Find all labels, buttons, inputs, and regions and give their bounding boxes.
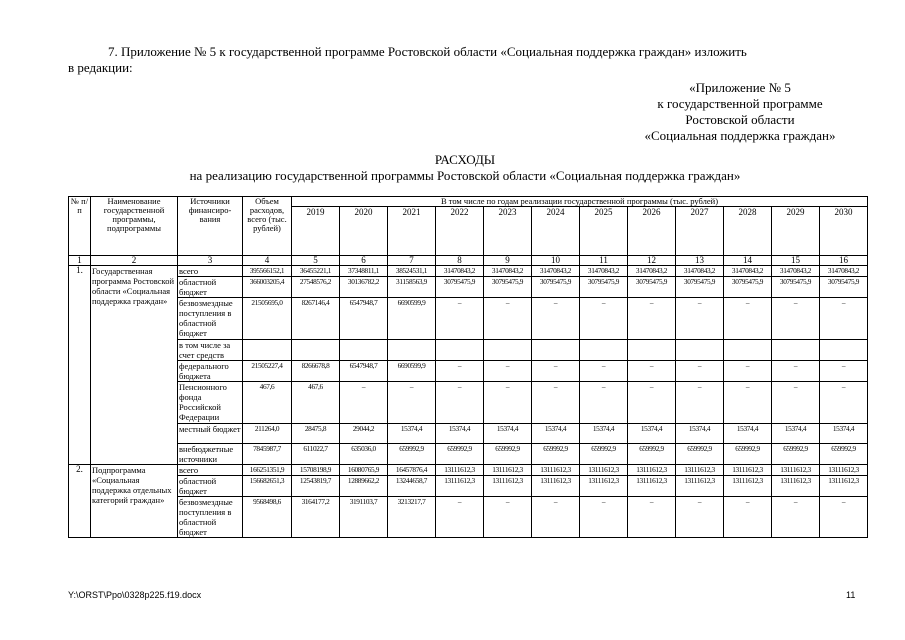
intro-line-2: в редакции:	[68, 60, 133, 75]
year-value: 15374,4	[388, 424, 436, 444]
funding-source: всего	[178, 266, 243, 277]
year-value: 6690599,9	[388, 298, 436, 340]
total-value: 21505695,0	[243, 298, 292, 340]
year-value: 27548576,2	[292, 277, 340, 298]
year-value: 28475,8	[292, 424, 340, 444]
title-main: РАСХОДЫ	[434, 152, 496, 167]
header-total: Объем расходов, всего (тыс. рублей)	[243, 197, 292, 256]
total-value: 467,6	[243, 382, 292, 424]
year-value: 36455221,1	[292, 266, 340, 277]
column-number: 4	[243, 256, 292, 266]
year-value: –	[724, 298, 772, 340]
appendix-line-3: Ростовской области	[685, 112, 795, 127]
year-value: –	[820, 382, 868, 424]
year-value: 13111612,3	[484, 465, 532, 476]
year-value: –	[532, 298, 580, 340]
year-value: 15374,4	[628, 424, 676, 444]
row-number: 2.	[69, 465, 91, 538]
year-value: –	[628, 497, 676, 538]
year-value: 659992,9	[724, 444, 772, 465]
year-value: –	[436, 361, 484, 382]
year-value: 31470843,2	[484, 266, 532, 277]
year-value: 6547948,7	[340, 361, 388, 382]
table-row	[69, 298, 868, 340]
appendix-line-2: к государственной программе	[657, 96, 823, 111]
year-value: 13111612,3	[724, 476, 772, 497]
column-number: 11	[580, 256, 628, 266]
year-value: 30795475,9	[724, 277, 772, 298]
year-value: –	[772, 382, 820, 424]
funding-source: областной бюджет	[178, 476, 243, 497]
year-value: 659992,9	[388, 444, 436, 465]
year-value: –	[580, 497, 628, 538]
header-year: 2021	[388, 207, 436, 256]
year-value: –	[628, 298, 676, 340]
year-value: 30795475,9	[484, 277, 532, 298]
column-number: 10	[532, 256, 580, 266]
year-value: 13111612,3	[628, 476, 676, 497]
year-value: 30795475,9	[628, 277, 676, 298]
year-value: 13111612,3	[580, 465, 628, 476]
year-value: 13244658,7	[388, 476, 436, 497]
column-number: 6	[340, 256, 388, 266]
year-value: –	[484, 497, 532, 538]
funding-source: областной бюджет	[178, 277, 243, 298]
total-value: 395566152,1	[243, 266, 292, 277]
program-name: Подпрограмма «Социальная поддержка отдельных категорий граждан»	[91, 465, 178, 538]
table-row	[69, 382, 868, 424]
column-number: 9	[484, 256, 532, 266]
year-value	[388, 340, 436, 361]
appendix-header	[610, 80, 870, 144]
column-number: 15	[772, 256, 820, 266]
year-value: 13111612,3	[580, 476, 628, 497]
year-value: 13111612,3	[772, 465, 820, 476]
year-value: 30795475,9	[436, 277, 484, 298]
appendix-line-1: «Приложение № 5	[689, 80, 791, 95]
total-value: 366003205,4	[243, 277, 292, 298]
year-value: –	[580, 382, 628, 424]
year-value: 13111612,3	[676, 476, 724, 497]
year-value: 30795475,9	[676, 277, 724, 298]
year-value: –	[676, 382, 724, 424]
year-value: –	[580, 361, 628, 382]
funding-source: в том числе за счет средств	[178, 340, 243, 361]
header-years-group: В том числе по годам реализации государственной программы (тыс. рублей)	[292, 197, 868, 207]
year-value: –	[340, 382, 388, 424]
year-value: –	[772, 298, 820, 340]
header-year: 2027	[676, 207, 724, 256]
expenses-table	[68, 196, 868, 538]
year-value: 15374,4	[436, 424, 484, 444]
year-value: 15374,4	[820, 424, 868, 444]
header-source: Источники финансиро-вания	[178, 197, 243, 256]
year-value	[772, 340, 820, 361]
year-value: 31470843,2	[772, 266, 820, 277]
year-value: –	[820, 497, 868, 538]
year-value: 16457876,4	[388, 465, 436, 476]
total-value: 21505227,4	[243, 361, 292, 382]
table-row	[69, 424, 868, 444]
column-number: 14	[724, 256, 772, 266]
year-value: 8266678,8	[292, 361, 340, 382]
year-value: 8267146,4	[292, 298, 340, 340]
year-value: 13111612,3	[436, 465, 484, 476]
year-value: 29044,2	[340, 424, 388, 444]
year-value: –	[580, 298, 628, 340]
column-number: 7	[388, 256, 436, 266]
year-value: –	[532, 382, 580, 424]
year-value: –	[484, 361, 532, 382]
header-year: 2022	[436, 207, 484, 256]
header-year: 2028	[724, 207, 772, 256]
intro-paragraph	[68, 44, 858, 76]
year-value: 13111612,3	[820, 465, 868, 476]
header-year: 2029	[772, 207, 820, 256]
header-year: 2020	[340, 207, 388, 256]
year-value: 31470843,2	[676, 266, 724, 277]
table-row	[69, 465, 868, 476]
column-number: 13	[676, 256, 724, 266]
year-value: 611022,7	[292, 444, 340, 465]
year-value: 13111612,3	[532, 465, 580, 476]
year-value	[532, 340, 580, 361]
column-number: 16	[820, 256, 868, 266]
title-sub: на реализацию государственной программы Ростовской области «Социальная поддержка граждан»	[189, 168, 741, 183]
year-value: 3164177,2	[292, 497, 340, 538]
intro-line-1: 7. Приложение № 5 к государственной программе Ростовской области «Социальная поддержка граждан» изложить	[108, 44, 747, 59]
year-value	[436, 340, 484, 361]
year-value: 15374,4	[580, 424, 628, 444]
year-value: 31470843,2	[724, 266, 772, 277]
table-row	[69, 476, 868, 497]
year-value: 13111612,3	[676, 465, 724, 476]
year-value	[580, 340, 628, 361]
header-year: 2026	[628, 207, 676, 256]
funding-source: безвозмездные поступления в областной бюджет	[178, 298, 243, 340]
year-value: 13111612,3	[820, 476, 868, 497]
header-year: 2030	[820, 207, 868, 256]
year-value	[340, 340, 388, 361]
year-value: –	[484, 298, 532, 340]
header-year: 2023	[484, 207, 532, 256]
year-value: –	[724, 361, 772, 382]
year-value: 3213217,7	[388, 497, 436, 538]
year-value: 13111612,3	[436, 476, 484, 497]
year-value	[820, 340, 868, 361]
year-value: –	[436, 382, 484, 424]
year-value: 659992,9	[580, 444, 628, 465]
funding-source: внебюджетные источники	[178, 444, 243, 465]
table-row	[69, 444, 868, 465]
year-value: 38524531,1	[388, 266, 436, 277]
funding-source: Пенсионного фонда Российской Федерации	[178, 382, 243, 424]
year-value	[628, 340, 676, 361]
year-value: 13111612,3	[724, 465, 772, 476]
total-value: 9568498,6	[243, 497, 292, 538]
year-value: 15374,4	[724, 424, 772, 444]
year-value: –	[676, 497, 724, 538]
year-value: 13111612,3	[772, 476, 820, 497]
year-value: 31470843,2	[820, 266, 868, 277]
year-value: 659992,9	[676, 444, 724, 465]
year-value: –	[628, 361, 676, 382]
footer-file-path: Y:\ORST\Ppo\0328p225.f19.docx	[68, 590, 202, 600]
column-number: 3	[178, 256, 243, 266]
year-value: –	[820, 361, 868, 382]
year-value: 659992,9	[820, 444, 868, 465]
table-row	[69, 497, 868, 538]
year-value: –	[532, 497, 580, 538]
year-value: 635036,0	[340, 444, 388, 465]
year-value: –	[772, 497, 820, 538]
year-value: 30795475,9	[772, 277, 820, 298]
header-year: 2019	[292, 207, 340, 256]
year-value: 15374,4	[772, 424, 820, 444]
year-value: 467,6	[292, 382, 340, 424]
year-value: –	[724, 382, 772, 424]
year-value: 31158563,9	[388, 277, 436, 298]
year-value: 31470843,2	[580, 266, 628, 277]
column-number: 2	[91, 256, 178, 266]
table-row	[69, 361, 868, 382]
year-value: 31470843,2	[628, 266, 676, 277]
header-name: Наименование государственной программы, подпрограммы	[91, 197, 178, 256]
funding-source: федерального бюджета	[178, 361, 243, 382]
year-value: –	[772, 361, 820, 382]
table-row	[69, 277, 868, 298]
program-name: Государственная программа Ростовской области «Социальная поддержка граждан»	[91, 266, 178, 465]
year-value: 12889662,2	[340, 476, 388, 497]
year-value: 15374,4	[532, 424, 580, 444]
year-value: 659992,9	[532, 444, 580, 465]
funding-source: безвозмездные поступления в областной бюджет	[178, 497, 243, 538]
year-value: 6547948,7	[340, 298, 388, 340]
year-value: 37348811,1	[340, 266, 388, 277]
year-value: –	[724, 497, 772, 538]
year-value: 31470843,2	[532, 266, 580, 277]
header-year: 2025	[580, 207, 628, 256]
year-value: 30795475,9	[532, 277, 580, 298]
year-value: –	[388, 382, 436, 424]
row-number: 1.	[69, 266, 91, 465]
year-value: –	[436, 298, 484, 340]
header-num: № п/п	[69, 197, 91, 256]
year-value: 13111612,3	[532, 476, 580, 497]
year-value: 16080765,9	[340, 465, 388, 476]
column-number: 12	[628, 256, 676, 266]
document-title	[60, 152, 870, 184]
footer-page-number: 11	[846, 590, 856, 600]
year-value: –	[484, 382, 532, 424]
year-value: –	[676, 361, 724, 382]
year-value: 30795475,9	[820, 277, 868, 298]
year-value: –	[532, 361, 580, 382]
total-value: 7845987,7	[243, 444, 292, 465]
year-value: 659992,9	[484, 444, 532, 465]
year-value: 659992,9	[772, 444, 820, 465]
appendix-line-4: «Социальная поддержка граждан»	[644, 128, 836, 143]
year-value: 13111612,3	[628, 465, 676, 476]
total-value	[243, 340, 292, 361]
year-value: 6690599,9	[388, 361, 436, 382]
year-value: 659992,9	[628, 444, 676, 465]
header-year: 2024	[532, 207, 580, 256]
year-value: 12543819,7	[292, 476, 340, 497]
year-value: 15374,4	[676, 424, 724, 444]
year-value: –	[628, 382, 676, 424]
total-value: 166251351,9	[243, 465, 292, 476]
year-value: 30795475,9	[580, 277, 628, 298]
funding-source: всего	[178, 465, 243, 476]
year-value	[292, 340, 340, 361]
year-value: 15374,4	[484, 424, 532, 444]
column-number: 1	[69, 256, 91, 266]
year-value: –	[436, 497, 484, 538]
year-value: 3191103,7	[340, 497, 388, 538]
year-value: 31470843,2	[436, 266, 484, 277]
total-value: 211264,0	[243, 424, 292, 444]
year-value: 30136782,2	[340, 277, 388, 298]
total-value: 156682651,3	[243, 476, 292, 497]
year-value: 15708198,9	[292, 465, 340, 476]
column-number: 5	[292, 256, 340, 266]
year-value: 13111612,3	[484, 476, 532, 497]
year-value: –	[820, 298, 868, 340]
column-number: 8	[436, 256, 484, 266]
table-row	[69, 340, 868, 361]
year-value: –	[676, 298, 724, 340]
table-row	[69, 266, 868, 277]
year-value	[724, 340, 772, 361]
year-value	[484, 340, 532, 361]
year-value	[676, 340, 724, 361]
funding-source: местный бюджет	[178, 424, 243, 444]
year-value: 659992,9	[436, 444, 484, 465]
